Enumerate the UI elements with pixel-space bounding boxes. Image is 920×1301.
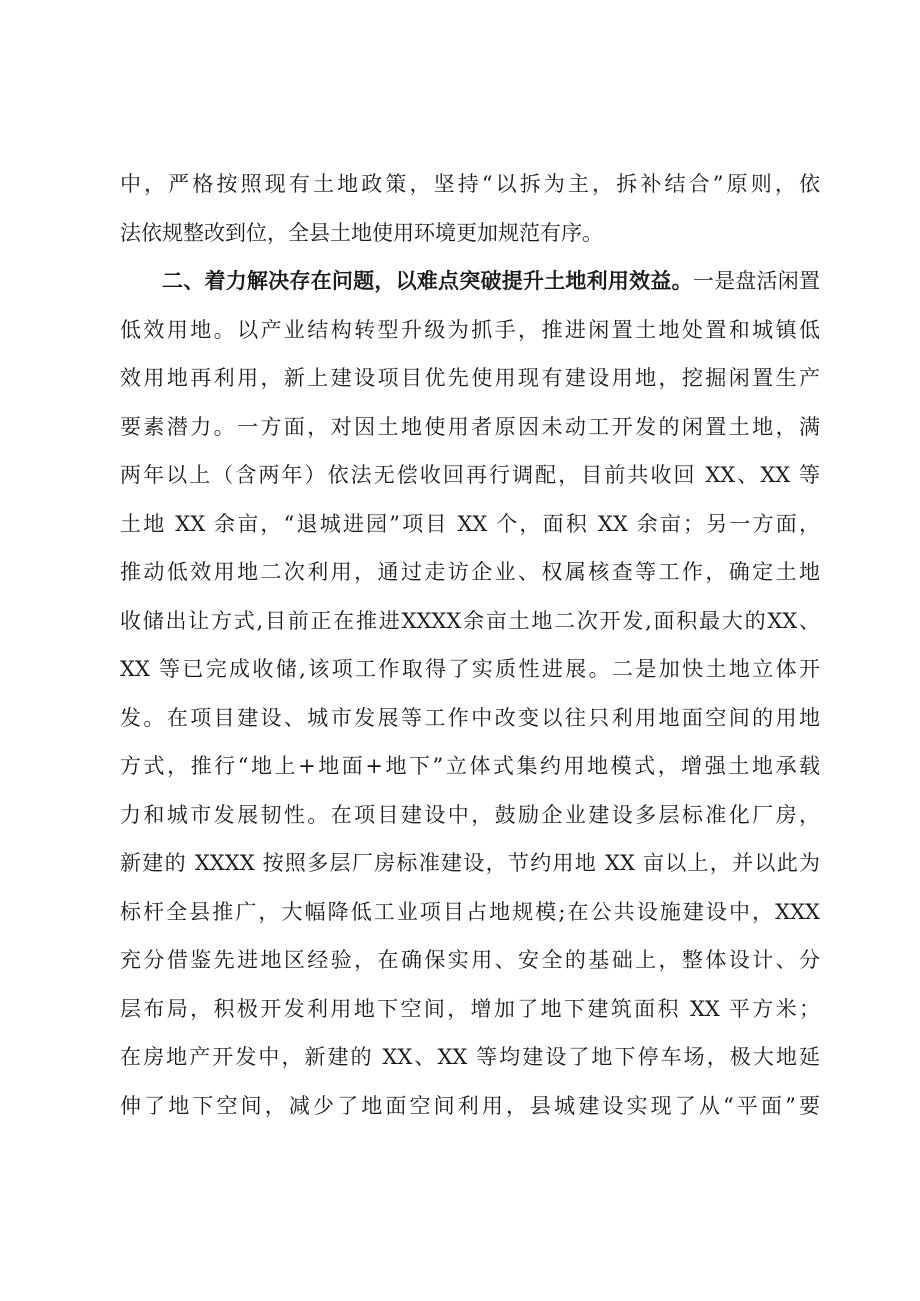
paragraph-2-line-1 [120, 257, 820, 306]
paragraph-2-line-13: 新建的 XXXX 按照多层厂房标准建设，节约用地 XX 亩以上，并以此为 [120, 851, 820, 875]
paragraph-2-line-18: 伸了地下空间，减少了地面空间利用，县城建设实现了从“平面”要 [120, 1093, 820, 1118]
paragraph-2-line-5: 两年以上（含两年）依法无偿收回再行调配，目前共收回 XX、XX 等 [120, 463, 820, 487]
paragraph-2-line-7: 推动低效用地二次利用，通过走访企业、权属核查等工作，确定土地 [120, 560, 820, 584]
paragraph-2-line-6: 土地 XX 余亩，“退城进园”项目 XX 个，面积 XX 余亩；另一方面， [120, 511, 820, 536]
paragraph-2-line-10: 发。在项目建设、城市发展等工作中改变以往只利用地面空间的用地 [120, 705, 820, 730]
paragraph-2-line-1-rest: 一是盘活闲置 [692, 269, 821, 293]
paragraph-1-line-1: 中，严格按照现有土地政策，坚持“以拆为主，拆补结合”原则，依 [120, 172, 820, 196]
paragraph-2-line-15: 充分借鉴先进地区经验，在确保实用、安全的基础上，整体设计、分 [120, 948, 820, 972]
paragraph-2-line-12: 力和城市发展韧性。在项目建设中，鼓励企业建设多层标准化厂房， [120, 802, 820, 827]
paragraph-2-line-14: 标杆全县推广，大幅降低工业项目占地规模;在公共设施建设中，XXX [120, 899, 820, 924]
paragraph-2-line-16: 层布局，积极开发利用地下空间，增加了地下建筑面积 XX 平方米； [120, 996, 820, 1021]
paragraph-2-line-11: 方式，推行“地上+地面+地下”立体式集约用地模式，增强土地承载 [120, 754, 820, 778]
paragraph-2-line-9: XX 等已完成收储,该项工作取得了实质性进展。二是加快土地立体开 [120, 657, 820, 681]
paragraph-1-line-2: 法依规整改到位，全县土地使用环境更加规范有序。 [120, 220, 603, 245]
section-heading: 二、着力解决存在问题，以难点突破提升土地利用效益。 [162, 269, 693, 293]
paragraph-2-line-2: 低效用地。以产业结构转型升级为抓手，推进闲置土地处置和城镇低 [120, 317, 820, 342]
paragraph-2-line-3: 效用地再利用，新上建设项目优先使用现有建设用地，挖掘闲置生产 [120, 366, 820, 390]
paragraph-2-line-8: 收储出让方式,目前正在推进XXXX余亩土地二次开发,面积最大的XX、 [120, 608, 820, 633]
paragraph-2-line-17: 在房地产开发中，新建的 XX、XX 等均建设了地下停车场，极大地延 [120, 1045, 820, 1069]
document-body [120, 160, 820, 1130]
paragraph-2-line-4: 要素潜力。一方面，对因土地使用者原因未动工开发的闲置土地，满 [120, 414, 820, 439]
